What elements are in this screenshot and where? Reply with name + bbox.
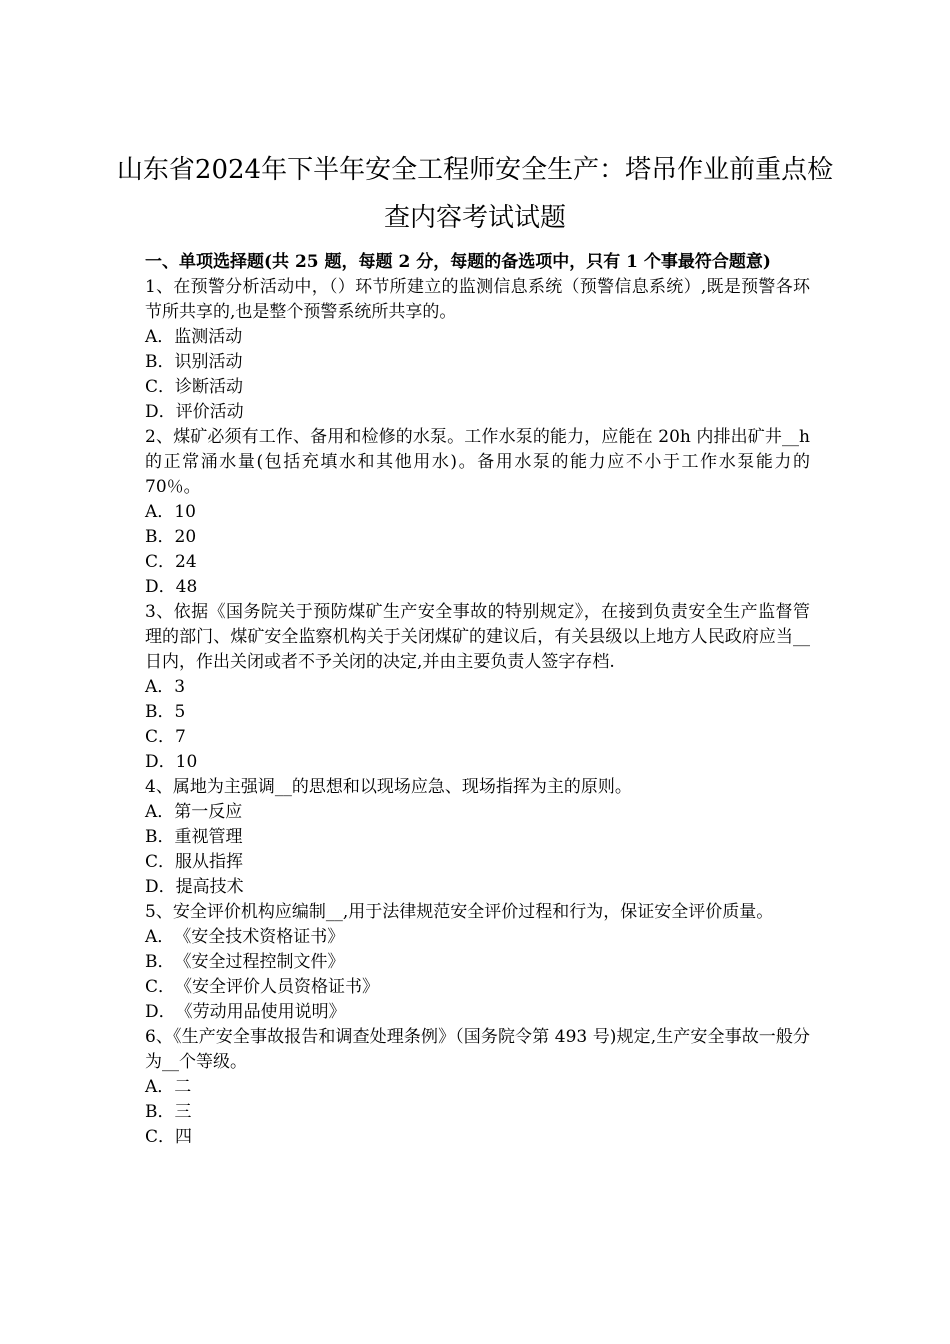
option-text: 48: [175, 577, 198, 597]
option-d: [145, 750, 810, 775]
option-text: 24: [175, 552, 197, 572]
option-d: [145, 575, 810, 600]
question-block: [145, 275, 810, 425]
option-text: 20: [174, 527, 197, 547]
section-heading: 一、单项选择题(共 25 题，每题 2 分，每题的备选项中，只有 1 个事最符合题意): [145, 252, 771, 272]
option-a: [145, 325, 810, 350]
question-block: [145, 600, 810, 775]
question-text: 2、煤矿必须有工作、备用和检修的水泵。工作水泵的能力，应能在 20h 内排出矿井__h 的正常涌水量(包括充填水和其他用水)。备用水泵的能力应不小于工作水泵能力的 70％。: [145, 427, 810, 497]
option-a: [145, 675, 810, 700]
option-text: 5: [174, 702, 186, 722]
option-text: 3: [174, 677, 186, 697]
option-d: [145, 875, 810, 900]
option-text: 《安全评价人员资格证书》: [175, 977, 380, 997]
option-letter: D．: [145, 577, 176, 597]
document-body: [145, 250, 810, 1150]
option-letter: D．: [145, 877, 176, 897]
option-text: 三: [174, 1102, 192, 1122]
option-letter: B．: [145, 827, 175, 847]
question-text: 4、属地为主强调__的思想和以现场应急、现场指挥为主的原则。: [145, 777, 632, 797]
option-text: 监测活动: [174, 327, 243, 347]
option-a: [145, 800, 810, 825]
question-text: 1、在预警分析活动中，（）环节所建立的监测信息系统（预警信息系统）,既是预警各环节所共享的,也是整个预警系统所共享的。: [145, 277, 810, 322]
option-letter: C．: [145, 552, 176, 572]
option-d: [145, 400, 810, 425]
option-letter: A．: [145, 327, 175, 347]
document-title: 山东省2024年下半年安全工程师安全生产：塔吊作业前重点检查内容考试试题: [116, 155, 834, 233]
option-letter: D．: [145, 1002, 176, 1022]
option-text: 四: [175, 1127, 193, 1147]
option-letter: C．: [145, 727, 176, 747]
option-letter: A．: [145, 677, 175, 697]
option-letter: C．: [145, 977, 176, 997]
option-letter: A．: [145, 802, 175, 822]
option-letter: B．: [145, 352, 175, 372]
option-text: 服从指挥: [175, 852, 244, 872]
option-text: 提高技术: [175, 877, 244, 897]
option-letter: A．: [145, 1077, 175, 1097]
question-block: [145, 900, 810, 1025]
option-letter: B．: [145, 1102, 175, 1122]
option-b: [145, 950, 810, 975]
option-letter: C．: [145, 1127, 176, 1147]
option-c: [145, 375, 810, 400]
question-block: [145, 425, 810, 600]
question-block: [145, 1025, 810, 1150]
option-c: [145, 975, 810, 1000]
option-text: 诊断活动: [175, 377, 244, 397]
question-text: 3、依据《国务院关于预防煤矿生产安全事故的特别规定》，在接到负责安全生产监督管理的部门、煤矿安全监察机构关于关闭煤矿的建议后，有关县级以上地方人民政府应当__日内，作出关闭或者不予关闭的决定,并由主要负责人签字存档.: [145, 602, 810, 672]
option-b: [145, 1100, 810, 1125]
option-text: 《安全过程控制文件》: [174, 952, 345, 972]
option-c: [145, 550, 810, 575]
option-text: 《安全技术资格证书》: [174, 927, 345, 947]
option-letter: D．: [145, 752, 176, 772]
option-text: 《劳动用品使用说明》: [175, 1002, 346, 1022]
option-letter: A．: [145, 502, 175, 522]
option-d: [145, 1000, 810, 1025]
option-text: 7: [175, 727, 186, 747]
option-text: 重视管理: [174, 827, 243, 847]
option-letter: B．: [145, 702, 175, 722]
option-b: [145, 525, 810, 550]
option-c: [145, 850, 810, 875]
option-c: [145, 1125, 810, 1150]
option-a: [145, 500, 810, 525]
question-text: 5、安全评价机构应编制__,用于法律规范安全评价过程和行为，保证安全评价质量。: [145, 902, 774, 922]
option-b: [145, 350, 810, 375]
option-c: [145, 725, 810, 750]
option-text: 识别活动: [174, 352, 243, 372]
option-text: 二: [174, 1077, 192, 1097]
option-text: 10: [175, 752, 198, 772]
option-a: [145, 1075, 810, 1100]
option-letter: C．: [145, 377, 176, 397]
option-text: 10: [174, 502, 196, 522]
option-b: [145, 700, 810, 725]
option-letter: A．: [145, 927, 175, 947]
option-b: [145, 825, 810, 850]
option-text: 第一反应: [174, 802, 243, 822]
option-text: 评价活动: [175, 402, 244, 422]
option-letter: C．: [145, 852, 176, 872]
option-letter: B．: [145, 527, 175, 547]
option-letter: B．: [145, 952, 175, 972]
question-block: [145, 775, 810, 900]
question-text: 6、《生产安全事故报告和调查处理条例》（国务院令第 493 号)规定,生产安全事故一般分为__个等级。: [145, 1027, 810, 1072]
option-letter: D．: [145, 402, 176, 422]
option-a: [145, 925, 810, 950]
